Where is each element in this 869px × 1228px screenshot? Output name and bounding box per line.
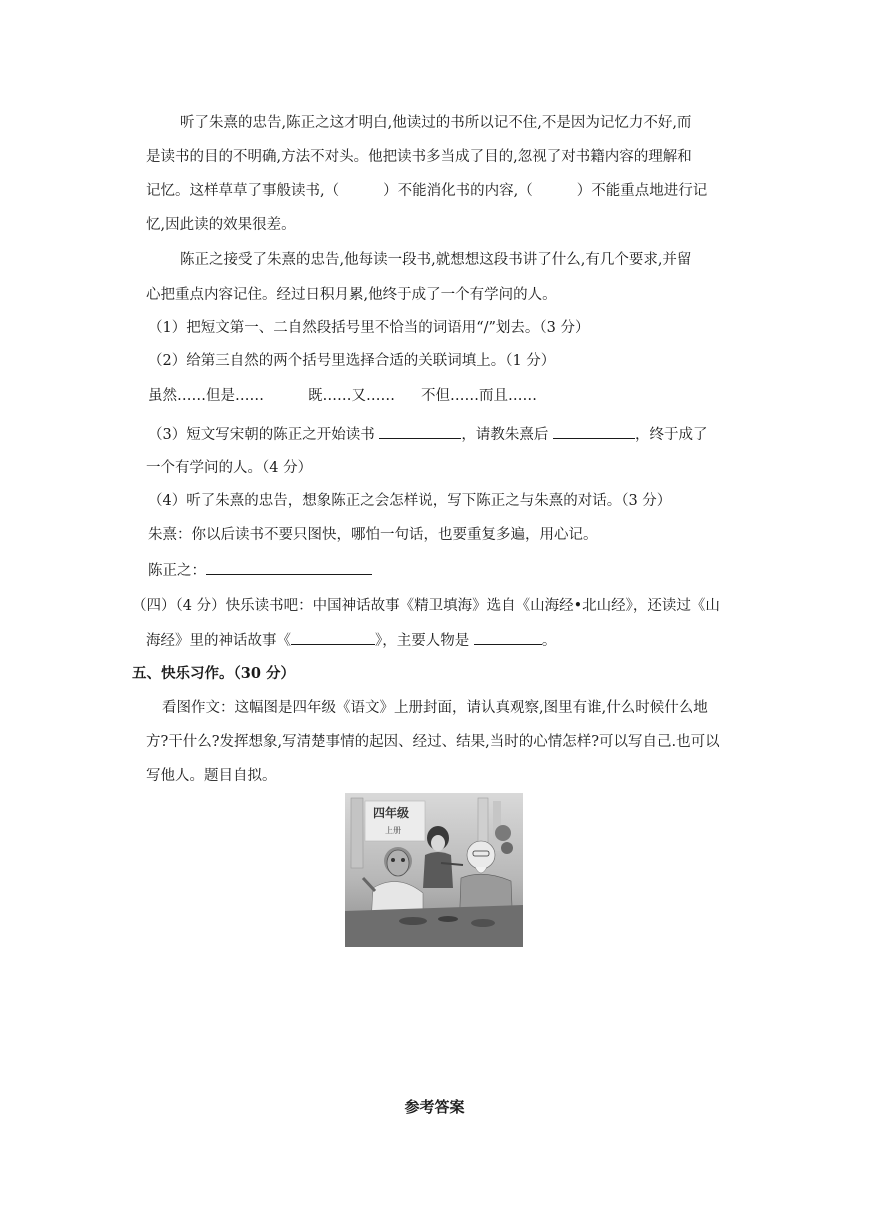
section-4-text: 海经》里的神话故事《 — [146, 633, 291, 649]
section-4-text: 。 — [541, 633, 557, 649]
textbook-cover-image — [343, 793, 525, 947]
question-1: （1）把短文第一、二自然段括号里不恰当的词语用“/”划去。（3 分） — [148, 320, 590, 336]
writing-prompt-line: 方?干什么?发挥想象,写清楚事情的起因、经过、结果,当时的心情怎样?可以写自己.也可以 — [146, 734, 720, 750]
passage-line: 心把重点内容记住。经过日积月累,他终于成了一个有学问的人。 — [146, 287, 557, 303]
section-4-line: （四）（4 分）快乐读书吧：中国神话故事《精卫填海》选自《山海经•北山经》，还读过《山 — [132, 598, 720, 614]
section-4-text: 》，主要人物是 — [375, 633, 470, 649]
question-3-text: （3）短文写宋朝的陈正之开始读书 — [148, 427, 375, 443]
answer-blank[interactable] — [474, 630, 542, 645]
answer-key-heading: 参考答案 — [404, 1098, 465, 1116]
dialogue-zhuxi: 朱熹：你以后读书不要只图快，哪怕一句话，也要重复多遍，用心记。 — [148, 527, 598, 543]
passage-line-with-blanks — [146, 181, 707, 201]
question-3 — [148, 424, 707, 445]
passage-text: 记忆。这样草草了事般读书,（ — [146, 183, 340, 199]
cover-title: 四年级 — [373, 806, 410, 820]
passage-line: 陈正之接受了朱熹的忠告,他每读一段书,就想想这段书讲了什么,有几个要求,并留 — [180, 252, 692, 268]
section-4-line — [146, 630, 556, 651]
writing-prompt-line: 写他人。题目自拟。 — [146, 768, 277, 784]
dialogue-speaker: 陈正之： — [148, 563, 206, 579]
writing-prompt-line: 看图作文：这幅图是四年级《语文》上册封面，请认真观察,图里有谁,什么时候什么地 — [162, 700, 708, 716]
cover-subtitle: 上册 — [385, 826, 401, 835]
option-1: 虽然……但是…… — [148, 388, 264, 404]
answer-blank[interactable] — [379, 424, 461, 439]
answer-blank[interactable] — [291, 630, 375, 645]
passage-line: 听了朱熹的忠告,陈正之这才明白,他读过的书所以记不住,不是因为记忆力不好,而 — [180, 115, 692, 131]
dialogue-chen — [148, 560, 372, 581]
option-2: 既……又…… — [308, 388, 395, 404]
question-4: （4）听了朱熹的忠告，想象陈正之会怎样说，写下陈正之与朱熹的对话。（3 分） — [148, 493, 672, 509]
question-2: （2）给第三自然的两个括号里选择合适的关联词填上。（1 分） — [148, 353, 556, 369]
passage-line: 是读书的目的不明确,方法不对头。他把读书多当成了目的,忽视了对书籍内容的理解和 — [146, 149, 692, 165]
question-3-cont: 一个有学问的人。（4 分） — [146, 460, 313, 476]
section-5-heading: 五、快乐习作。（30 分） — [132, 665, 295, 682]
question-3-text: ，终于成了 — [634, 427, 708, 443]
passage-text: ）不能消化书的内容,（ — [383, 183, 533, 199]
option-3: 不但……而且…… — [421, 388, 537, 404]
answer-blank[interactable] — [206, 560, 372, 575]
question-3-text: ，请教朱熹后 — [461, 427, 549, 443]
question-2-options — [148, 386, 537, 406]
answer-blank[interactable] — [553, 424, 635, 439]
passage-text: ）不能重点地进行记 — [576, 183, 708, 199]
passage-line: 忆,因此读的效果很差。 — [146, 217, 296, 233]
